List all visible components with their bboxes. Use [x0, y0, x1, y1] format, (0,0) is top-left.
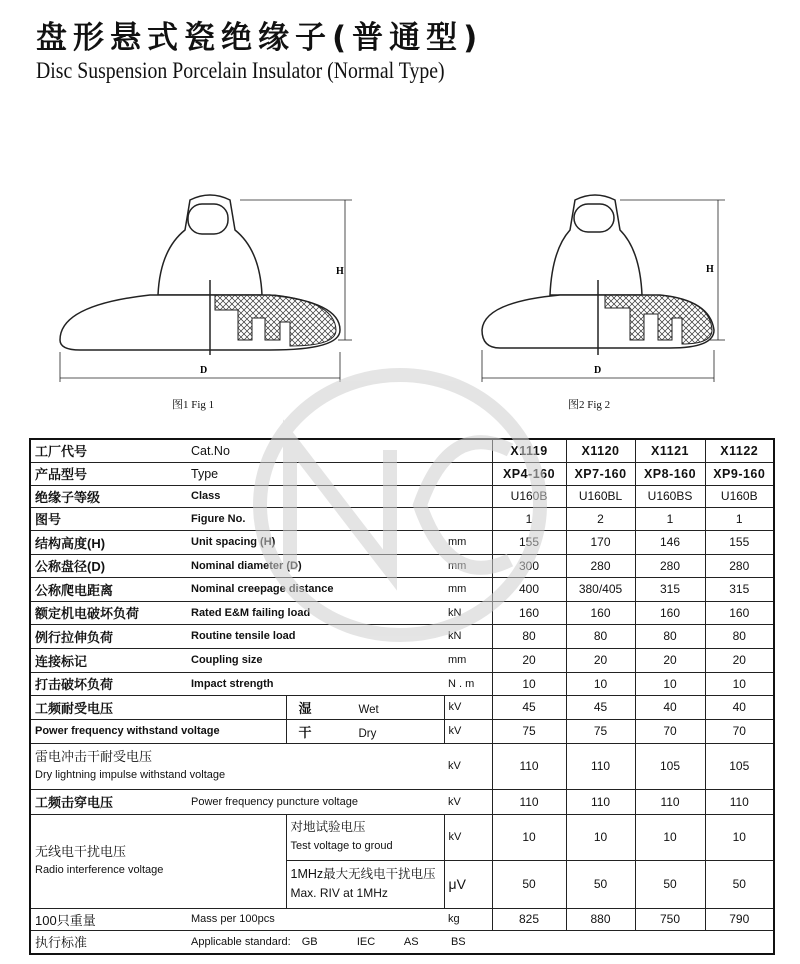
fig2-d-label: D [594, 365, 602, 376]
class-x1121: U160BS [635, 485, 705, 507]
figure-1-drawing [40, 190, 370, 390]
lightning-x1120: 110 [566, 743, 635, 789]
pf-dry-cn: 干 [298, 724, 312, 740]
impact-cn: 打击破坏负荷 [30, 672, 187, 695]
puncture-x1119: 110 [492, 789, 566, 814]
puncture-x1121: 110 [635, 789, 705, 814]
impact-en: Impact strength [187, 672, 444, 695]
coupling-en: Coupling size [187, 648, 444, 672]
row-riv-test [30, 814, 774, 860]
impact-x1121: 10 [635, 672, 705, 695]
tensile-x1120: 80 [566, 624, 635, 648]
standard-gb: GB [301, 935, 318, 948]
diameter-x1121: 280 [635, 554, 705, 577]
riv-max-x1119: 50 [492, 860, 566, 908]
diameter-cn: 公称盘径(D) [30, 554, 187, 577]
row-pf-dry [30, 719, 774, 743]
figure-x1122: 1 [705, 507, 774, 530]
pf-dry-label [286, 719, 444, 743]
creepage-x1119: 400 [492, 577, 566, 601]
figure-x1120: 2 [566, 507, 635, 530]
tensile-en: Routine tensile load [187, 624, 444, 648]
riv-max-x1120: 50 [566, 860, 635, 908]
pf-wet-x1121: 40 [635, 695, 705, 719]
type-x1120: XP7-160 [566, 462, 635, 485]
puncture-unit: kV [444, 789, 492, 814]
standard-iec: IEC [356, 935, 376, 948]
figure-x1119: 1 [492, 507, 566, 530]
type-en: Type [187, 462, 492, 485]
riv-test-x1121: 10 [635, 814, 705, 860]
riv-test-x1122: 10 [705, 814, 774, 860]
standard-cn: 执行标准 [30, 930, 187, 954]
row-impact [30, 672, 774, 695]
row-class [30, 485, 774, 507]
pf-dry-x1122: 70 [705, 719, 774, 743]
height-x1119: 155 [492, 530, 566, 554]
row-pf-wet [30, 695, 774, 719]
height-unit: mm [444, 530, 492, 554]
pf-wet-unit: kV [444, 695, 492, 719]
row-creepage [30, 577, 774, 601]
diameter-unit: mm [444, 554, 492, 577]
pf-dry-unit: kV [444, 719, 492, 743]
lightning-x1121: 105 [635, 743, 705, 789]
fig1-h-label: H [336, 266, 344, 277]
riv-cn: 无线电干扰电压 [35, 844, 127, 859]
diameter-x1120: 280 [566, 554, 635, 577]
em-load-unit: kN [444, 601, 492, 624]
em-load-cn: 额定机电破坏负荷 [30, 601, 187, 624]
riv-max-cn: 1MHz最大无线电干扰电压 [290, 867, 436, 881]
riv-label [30, 814, 286, 908]
creepage-x1121: 315 [635, 577, 705, 601]
impact-x1122: 10 [705, 672, 774, 695]
em-load-x1120: 160 [566, 601, 635, 624]
height-x1121: 146 [635, 530, 705, 554]
creepage-en: Nominal creepage distance [187, 577, 444, 601]
riv-test-x1120: 10 [566, 814, 635, 860]
lightning-x1119: 110 [492, 743, 566, 789]
creepage-unit: mm [444, 577, 492, 601]
riv-en: Radio interference voltage [35, 864, 164, 876]
lightning-cn: 雷电冲击干耐受电压 [35, 749, 153, 764]
catno-cn: 工厂代号 [30, 439, 187, 462]
class-x1122: U160B [705, 485, 774, 507]
creepage-cn: 公称爬电距离 [30, 577, 187, 601]
row-figure [30, 507, 774, 530]
row-lightning [30, 743, 774, 789]
height-x1122: 155 [705, 530, 774, 554]
coupling-x1119: 20 [492, 648, 566, 672]
pf-withstand-cn: 工频耐受电压 [30, 695, 286, 719]
catno-x1122: X1122 [705, 439, 774, 462]
pf-dry-x1119: 75 [492, 719, 566, 743]
pf-dry-en: Dry [358, 727, 377, 740]
figure-cn: 图号 [30, 507, 187, 530]
figure-1-caption: 图1 Fig 1 [172, 399, 215, 411]
class-cn: 绝缘子等级 [30, 485, 187, 507]
spec-table [29, 438, 775, 955]
coupling-x1122: 20 [705, 648, 774, 672]
impact-unit: N . m [444, 672, 492, 695]
pf-wet-cn: 湿 [298, 700, 312, 716]
coupling-unit: mm [444, 648, 492, 672]
row-diameter [30, 554, 774, 577]
figure-2-caption: 图2 Fig 2 [568, 399, 611, 411]
riv-test-en: Test voltage to groud [290, 840, 393, 852]
height-x1120: 170 [566, 530, 635, 554]
lightning-label [30, 743, 444, 789]
row-catno [30, 439, 774, 462]
creepage-x1120: 380/405 [566, 577, 635, 601]
fig2-h-label: H [706, 264, 714, 275]
lightning-x1122: 105 [705, 743, 774, 789]
tensile-x1122: 80 [705, 624, 774, 648]
riv-test-unit: kV [444, 814, 492, 860]
row-mass [30, 908, 774, 930]
pf-wet-x1120: 45 [566, 695, 635, 719]
mass-unit: kg [444, 908, 492, 930]
row-standard [30, 930, 774, 954]
catno-en: Cat.No [187, 439, 492, 462]
standard-line [187, 930, 774, 954]
mass-x1119: 825 [492, 908, 566, 930]
em-load-x1119: 160 [492, 601, 566, 624]
em-load-x1121: 160 [635, 601, 705, 624]
riv-max-en: Max. RIV at 1MHz [290, 886, 388, 900]
page-title-cn: 盘形悬式瓷绝缘子(普通型) [36, 20, 484, 56]
coupling-cn: 连接标记 [30, 648, 187, 672]
tensile-x1121: 80 [635, 624, 705, 648]
mass-cn: 100只重量 [30, 908, 187, 930]
puncture-en: Power frequency puncture voltage [187, 789, 444, 814]
standard-bs: BS [450, 935, 466, 948]
pf-wet-label [286, 695, 444, 719]
row-coupling [30, 648, 774, 672]
pf-dry-x1120: 75 [566, 719, 635, 743]
impact-x1119: 10 [492, 672, 566, 695]
tensile-unit: kN [444, 624, 492, 648]
creepage-x1122: 315 [705, 577, 774, 601]
class-unit [444, 485, 492, 507]
row-type [30, 462, 774, 485]
catno-x1121: X1121 [635, 439, 705, 462]
diameter-en: Nominal diameter (D) [187, 554, 444, 577]
pf-wet-x1119: 45 [492, 695, 566, 719]
pf-wet-en: Wet [358, 703, 379, 716]
standard-en: Applicable standard: [191, 935, 291, 948]
em-load-en: Rated E&M failing load [187, 601, 444, 624]
row-puncture [30, 789, 774, 814]
pf-wet-x1122: 40 [705, 695, 774, 719]
diameter-x1119: 300 [492, 554, 566, 577]
figure-en: Figure No. [187, 507, 444, 530]
riv-max-label [286, 860, 444, 908]
riv-max-x1122: 50 [705, 860, 774, 908]
coupling-x1121: 20 [635, 648, 705, 672]
riv-test-cn: 对地试验电压 [290, 820, 366, 834]
lightning-en: Dry lightning impulse withstand voltage [35, 769, 226, 781]
mass-en: Mass per 100pcs [187, 908, 444, 930]
figure-2-drawing [470, 190, 740, 390]
row-height [30, 530, 774, 554]
row-tensile [30, 624, 774, 648]
fig1-d-label: D [200, 365, 208, 376]
catno-x1119: X1119 [492, 439, 566, 462]
pf-dry-x1121: 70 [635, 719, 705, 743]
height-en: Unit spacing (H) [187, 530, 444, 554]
tensile-cn: 例行拉伸负荷 [30, 624, 187, 648]
mass-x1121: 750 [635, 908, 705, 930]
puncture-x1120: 110 [566, 789, 635, 814]
standard-as: AS [403, 935, 419, 948]
class-x1119: U160B [492, 485, 566, 507]
coupling-x1120: 20 [566, 648, 635, 672]
page-title-en: Disc Suspension Porcelain Insulator (Normal Type) [36, 58, 445, 83]
tensile-x1119: 80 [492, 624, 566, 648]
mass-x1120: 880 [566, 908, 635, 930]
lightning-unit: kV [444, 743, 492, 789]
type-x1119: XP4-160 [492, 462, 566, 485]
pf-withstand-en: Power frequency withstand voltage [30, 719, 286, 743]
riv-test-x1119: 10 [492, 814, 566, 860]
diameter-x1122: 280 [705, 554, 774, 577]
type-cn: 产品型号 [30, 462, 187, 485]
impact-x1120: 10 [566, 672, 635, 695]
riv-max-x1121: 50 [635, 860, 705, 908]
mass-x1122: 790 [705, 908, 774, 930]
row-em-load [30, 601, 774, 624]
figure-x1121: 1 [635, 507, 705, 530]
catno-x1120: X1120 [566, 439, 635, 462]
puncture-x1122: 110 [705, 789, 774, 814]
em-load-x1122: 160 [705, 601, 774, 624]
figure-unit [444, 507, 492, 530]
riv-test-label [286, 814, 444, 860]
puncture-cn: 工频击穿电压 [30, 789, 187, 814]
height-cn: 结构高度(H) [30, 530, 187, 554]
class-x1120: U160BL [566, 485, 635, 507]
type-x1122: XP9-160 [705, 462, 774, 485]
riv-max-unit: μV [444, 860, 492, 908]
class-en: Class [187, 485, 444, 507]
type-x1121: XP8-160 [635, 462, 705, 485]
